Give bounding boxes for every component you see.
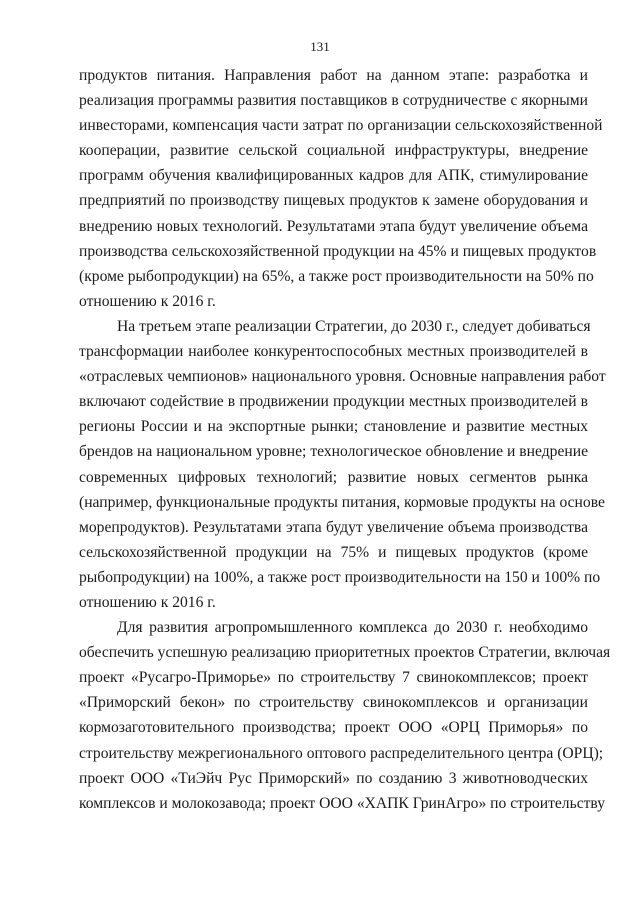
text-line: предприятий по производству пищевых продуктов к замене оборудования и [79, 192, 588, 210]
page-body [79, 63, 611, 816]
text-line: кооперации, развитие сельской социальной инфраструктуры, внедрение [79, 142, 588, 160]
page-number: 131 [310, 39, 330, 54]
text-line: проект ООО «ТиЭйч Рус Приморский» по созданию 3 животноводческих [79, 769, 588, 787]
text-line: обеспечить успешную реализацию приоритетных проектов Стратегии, включая [79, 644, 611, 662]
text-line: продуктов питания. Направления работ на данном этапе: разработка и [79, 67, 588, 84]
text-line: инвесторами, компенсация части затрат по организации сельскохозяйственной [79, 117, 603, 135]
text-line: (кроме рыбопродукции) на 65%, а также рост производительности на 50% по [79, 267, 594, 285]
text-line: проект «Русагро-Приморье» по строительству 7 свинокомплексов; проект [79, 669, 588, 687]
text-line: На третьем этапе реализации Стратегии, до 2030 г., следует добиваться [117, 317, 591, 335]
text-line: строительству межрегионального оптового распределительного центра (ОРЦ); [79, 744, 604, 762]
paragraph [79, 63, 603, 314]
text-line: программ обучения квалифицированных кадров для АПК, стимулирование [79, 167, 588, 185]
text-line: трансформации наиболее конкурентоспособных местных производителей в [79, 343, 588, 361]
text-line: «отраслевых чемпионов» национального уровня. Основные направления работ [79, 368, 606, 386]
text-line: отношению к 2016 г. [79, 292, 216, 310]
text-line: включают содействие в продвижении продукции местных производителей в [79, 393, 588, 411]
text-line: морепродуктов). Результатами этапа будут увеличение объема производства [79, 518, 588, 536]
paragraph [79, 314, 606, 615]
text-line: современных цифровых технологий; развитие новых сегментов рынка [79, 468, 588, 486]
paragraph [79, 615, 611, 816]
text-line: кормозаготовительного производства; проект ООО «ОРЦ Приморья» по [79, 719, 588, 737]
text-line: «Приморский бекон» по строительству свинокомплексов и организации [79, 694, 588, 712]
text-line: внедрению новых технологий. Результатами этапа будут увеличение объема [79, 217, 588, 235]
text-line: сельскохозяйственной продукции на 75% и пищевых продуктов (кроме [79, 543, 588, 561]
text-line: реализация программы развития поставщиков в сотрудничестве с якорными [79, 92, 588, 110]
text-line: регионы России и на экспортные рынки; становление и развитие местных [79, 418, 588, 436]
text-line: рыбопродукции) на 100%, а также рост производительности на 150 и 100% по [79, 568, 601, 586]
text-line: комплексов и молокозавода; проект ООО «ХАПК ГринАгро» по строительству [79, 794, 606, 812]
text-line: (например, функциональные продукты питания, кормовые продукты на основе [79, 493, 605, 511]
text-line: отношению к 2016 г. [79, 593, 216, 611]
text-line: брендов на национальном уровне; технологическое обновление и внедрение [79, 443, 588, 461]
text-line: Для развития агропромышленного комплекса до 2030 г. необходимо [117, 619, 588, 637]
text-line: производства сельскохозяйственной продукции на 45% и пищевых продуктов [79, 242, 597, 260]
